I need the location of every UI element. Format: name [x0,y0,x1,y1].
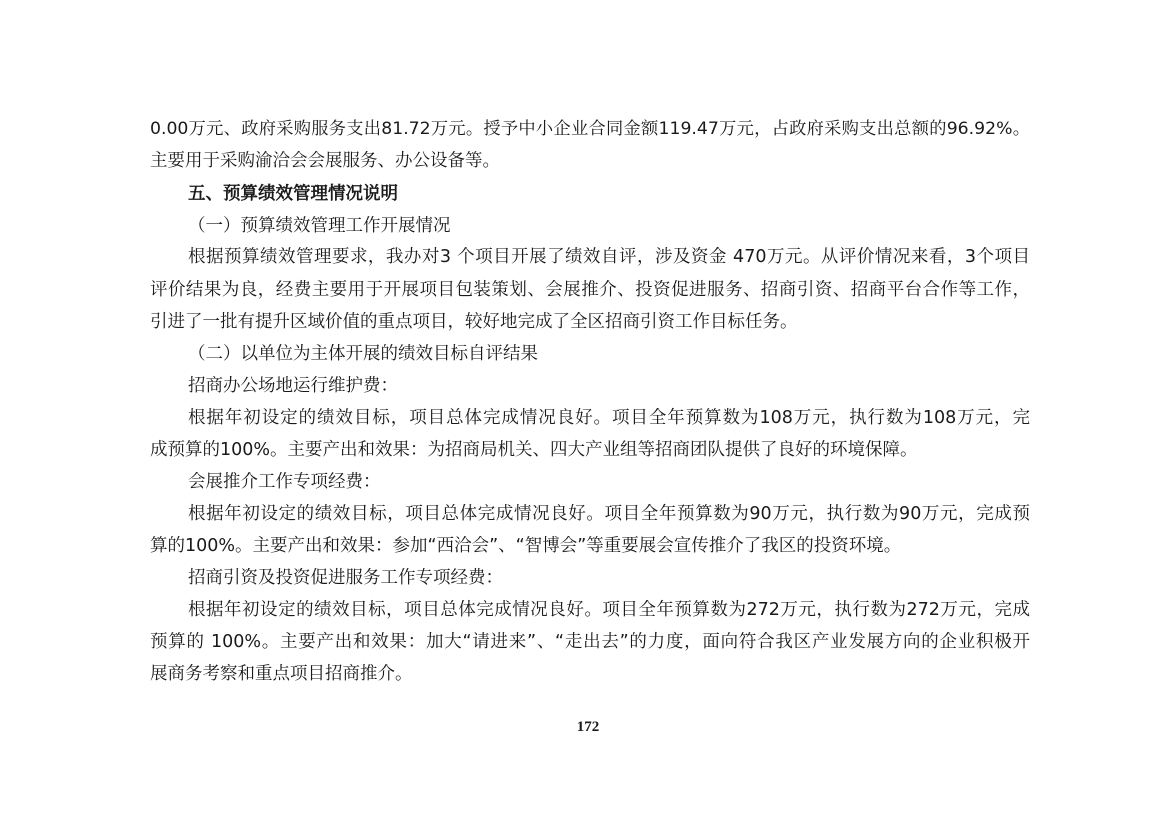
paragraph-line: 根据年初设定的绩效目标，项目总体完成情况良好。项目全年预算数为272万元，执行数为272万元，完成 [188,600,1030,620]
paragraph-line: 评价结果为良，经费主要用于开展项目包装策划、会展推介、投资促进服务、招商引资、招商平台合作等工作， [150,280,1030,300]
page-number: 172 [576,719,600,735]
paragraph-line: 引进了一批有提升区域价值的重点项目，较好地完成了全区招商引资工作目标任务。 [150,312,798,332]
paragraph-line: 主要用于采购渝洽会会展服务、办公设备等。 [150,151,500,171]
item-title: 招商办公场地运行维护费： [188,376,398,396]
paragraph-line: 预算的 100%。主要产出和效果：加大“请进来”、“走出去”的力度，面向符合我区产业发展方向的企业积极开 [150,632,1030,652]
item-title: 会展推介工作专项经费： [188,472,381,492]
section-heading: 五、预算绩效管理情况说明 [188,184,398,204]
paragraph-line: 根据年初设定的绩效目标，项目总体完成情况良好。项目全年预算数为90万元，执行数为90万元，完成预 [188,504,1030,524]
paragraph-line: 算的100%。主要产出和效果：参加“西洽会”、“智博会”等重要展会宣传推介了我区的投资环境。 [150,536,902,556]
item-title: 招商引资及投资促进服务工作专项经费： [188,568,503,588]
paragraph-line: 成预算的100%。主要产出和效果：为招商局机关、四大产业组等招商团队提供了良好的环境保障。 [150,440,918,460]
paragraph-line: 根据年初设定的绩效目标，项目总体完成情况良好。项目全年预算数为108万元，执行数为108万元，完 [188,408,1030,428]
subsection-heading: （二）以单位为主体开展的绩效目标自评结果 [188,344,538,364]
paragraph-line: 根据预算绩效管理要求，我办对3 个项目开展了绩效自评，涉及资金 470万元。从评价情况来看，3个项目 [188,247,1030,267]
paragraph-line: 展商务考察和重点项目招商推介。 [150,664,413,684]
paragraph-line: 0.00万元、政府采购服务支出81.72万元。授予中小企业合同金额119.47万元，占政府采购支出总额的96.92%。 [150,119,1030,139]
subsection-heading: （一）预算绩效管理工作开展情况 [188,216,451,236]
